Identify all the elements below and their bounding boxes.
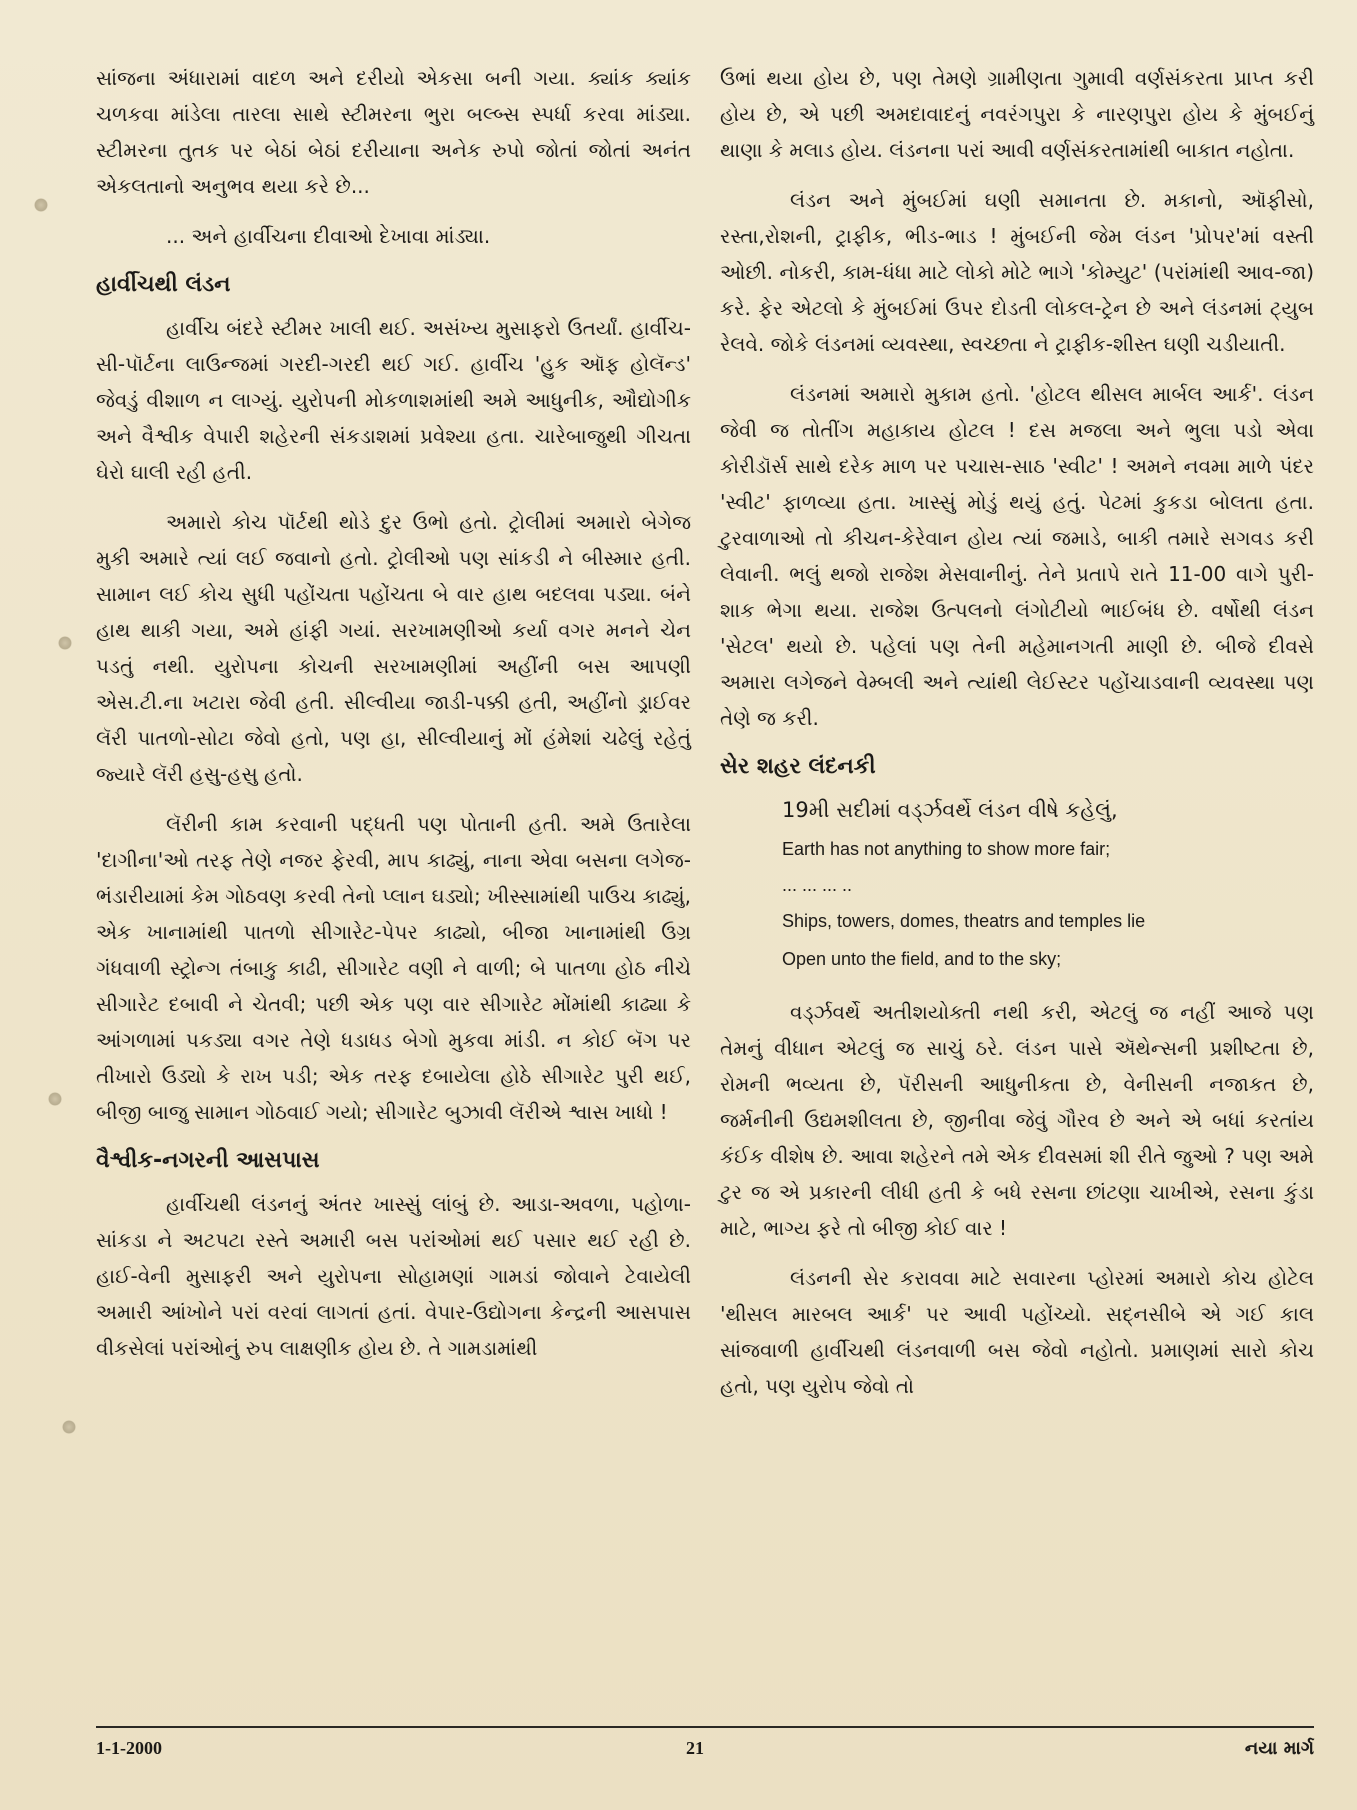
section-heading: વૈશ્વીક-નગરની આસપાસ — [96, 1148, 320, 1173]
magazine-name: નયા માર્ગ — [1244, 1738, 1314, 1759]
poem-ellipsis: ... ... ... .. — [782, 875, 853, 895]
staple-hole — [34, 198, 48, 212]
paragraph: હાર્વીચ બંદરે સ્ટીમર ખાલી થઈ. અસંખ્ય મુસાફરો ઉતર્યાં. હાર્વીચ-સી-પૉર્ટના લાઉન્જમાં ગરદી-ગરદી થઈ ગઈ. હાર્વીચ 'હુક ઑફ હોલૅન્ડ' જેવડું વીશાળ ન લાગ્યું. યુરોપની મોકળાશમાંથી અમે આધુનીક, ઔદ્યોગીક અને વૈશ્વીક વેપારી શહેરની સંકડાશમાં પ્રવેશ્યા હતા. ચારેબાજુથી ગીચતા ઘેરો ઘાલી રહી હતી. — [96, 316, 691, 484]
paragraph: લૅરીની કામ કરવાની પદ્ધતી પણ પોતાની હતી. અમે ઉતારેલા 'દાગીના'ઓ તરફ તેણે નજર ફેરવી, માપ કાઢ્યું, નાના એવા બસના લગેજ-ભંડારીયામાં કેમ ગોઠવણ કરવી તેનો પ્લાન ઘડ્યો; ખીસ્સામાંથી પાઉચ કાઢ્યું, એક ખાનામાંથી પાતળો સીગારેટ-પેપર કાઢ્યો, બીજા ખાનામાંથી ઉગ્ર ગંધવાળી સ્ટ્રોન્ગ તંબાકુ કાઢી, સીગારેટ વણી ને વાળી; બે પાતળા હોઠ નીચે સીગારેટ દબાવી ને ચેતવી; પછી એક પણ વાર સીગારેટ મોંમાંથી કાઢ્યા કે આંગળામાં પકડ્યા વગર તેણે ધડાધડ બેગો મુકવા માંડી. ન કોઈ બૅગ પર તીખારો ઉડ્યો કે રાખ પડી; એક તરફ દબાયેલા હોઠે સીગારેટ પુરી થઈ, બીજી બાજુ સામાન ગોઠવાઈ ગયો; સીગારેટ બુઝાવી લૅરીએ શ્વાસ ખાધો ! — [96, 812, 691, 1124]
page-number: 21 — [686, 1738, 704, 1758]
paragraph: લંડનની સેર કરાવવા માટે સવારના પ્હોરમાં અમારો કોચ હોટેલ 'થીસલ મારબલ આર્ક' પર આવી પહોંચ્યો. સદ્નસીબે એ ગઈ કાલ સાંજવાળી હાર્વીચથી લંડનવાળી બસ જેવો નહોતો. પ્રમાણમાં સારો કોચ હતો, પણ યુરોપ જેવો તો — [720, 1266, 1314, 1398]
poem-intro: 19મી સદીમાં વર્ડ્ઝવર્થે લંડન વીષે કહેલું, — [782, 798, 1118, 822]
paragraph: લંડન અને મુંબઈમાં ઘણી સમાનતા છે. મકાનો, ઑફીસો, રસ્તા,રોશની, ટ્રાફીક, ભીડ-ભાડ ! મુંબઈની જેમ લંડન 'પ્રોપર'માં વસ્તી ઓછી. નોકરી, કામ-ધંધા માટે લોકો મોટે ભાગે 'કોમ્યુટ' (પરાંમાંથી આવ-જા) કરે. ફેર એટલો કે મુંબઈમાં ઉપર દોડતી લોકલ-ટ્રેન છે અને લંડનમાં ટ્યુબ રેલવે. જોકે લંડનમાં વ્યવસ્થા, સ્વચ્છતા ને ટ્રાફીક-શીસ્ત ઘણી ચડીયાતી. — [720, 188, 1314, 356]
paragraph: ઉભાં થયા હોય છે, પણ તેમણે ગ્રામીણતા ગુમાવી વર્ણસંકરતા પ્રાપ્ત કરી હોય છે, એ પછી અમદાવાદનું નવરંગપુરા કે નારણપુરા હોય કે મુંબઈનું થાણા કે મલાડ હોય. લંડનના પરાં આવી વર્ણસંકરતામાંથી બાકાત નહોતા. — [720, 66, 1314, 162]
paragraph: અમારો કોચ પૉર્ટથી થોડે દુર ઉભો હતો. ટ્રોલીમાં અમારો બેગેજ મુકી અમારે ત્યાં લઈ જવાનો હતો. ટ્રોલીઓ પણ સાંકડી ને બીસ્માર હતી. સામાન લઈ કોચ સુધી પહોંચતા પહોંચતા બે વાર હાથ બદલવા પડ્યા. બંને હાથ થાકી ગયા, અમે હાંફી ગયાં. સરખામણીઓ કર્યા વગર મનને ચેન પડતું નથી. યુરોપના કોચની સરખામણીમાં અહીંની બસ આપણી એસ.ટી.ના ખટારા જેવી હતી. સીલ્વીયા જાડી-પક્કી હતી, અહીંનો ડ્રાઈવર લૅરી પાતળો-સોટા જેવો હતો, પણ હા, સીલ્વીયાનું મોં હંમેશાં ચઢેલું રહેતું જ્યારે લૅરી હસુ-હસુ હતો. — [96, 510, 691, 786]
poem-quote — [782, 792, 1314, 978]
staple-hole — [58, 636, 72, 650]
poem-line: Ships, towers, domes, theatrs and temples lie — [782, 911, 1146, 931]
paragraph: સાંજના અંધારામાં વાદળ અને દરીયો એકસા બની ગયા. ક્યાંક ક્યાંક ચળકવા માંડેલા તારલા સાથે સ્ટીમરના ભુરા બલ્બ્સ સ્પર્ધા કરવા માંડ્યા. સ્ટીમરના તુતક પર બેઠાં બેઠાં દરીયાના અનેક રુપો જોતાં જોતાં અનંત એકલતાનો અનુભવ થયા કરે છે... — [96, 66, 691, 198]
poem-line: Earth has not anything to show more fair; — [782, 839, 1111, 859]
left-column — [96, 60, 691, 1380]
page-footer — [96, 1726, 1314, 1758]
section-heading: હાર્વીચથી લંડન — [96, 272, 231, 297]
issue-date: 1-1-2000 — [96, 1738, 162, 1758]
section-heading: સેર શહર લંદનકી — [720, 754, 876, 779]
paragraph: લંડનમાં અમારો મુકામ હતો. 'હોટલ થીસલ માર્બલ આર્ક'. લંડન જેવી જ તોતીંગ મહાકાય હોટલ ! દસ મજલા અને ભુલા પડો એવા કોરીડૉર્સ સાથે દરેક માળ પર પચાસ-સાઠ 'સ્વીટ' ! અમને નવમા માળે પંદર 'સ્વીટ' ફાળવ્યા હતા. ખાસ્સું મોડું થયું હતું. પેટમાં કુકડા બોલતા હતા. ટુરવાળાઓ તો કીચન-કેરેવાન હોય ત્યાં જમાડે, બાકી તમારે સગવડ કરી લેવાની. ભલું થજો રાજેશ મેસવાનીનું. તેને પ્રતાપે રાતે 11-00 વાગે પુરી-શાક ભેગા થયા. રાજેશ ઉત્પલનો લંગોટીયો ભાઈબંધ છે. વર્ષોથી લંડન 'સેટલ' થયો છે. પહેલાં પણ તેની મહેમાનગતી માણી છે. બીજે દીવસે અમારા લગેજને વેમ્બલી અને ત્યાંથી લેઈસ્ટર પહોંચાડવાની વ્યવસ્થા પણ તેણે જ કરી. — [720, 382, 1314, 730]
paragraph: હાર્વીચથી લંડનનું અંતર ખાસ્સું લાંબું છે. આડા-અવળા, પહોળા-સાંકડા ને અટપટા રસ્તે અમારી બસ પરાંઓમાં થઈ પસાર થઈ રહી છે. હાઈ-વેની મુસાફરી અને યુરોપના સોહામણાં ગામડાં જોવાને ટેવાયેલી અમારી આંખોને પરાં વરવાં લાગતાં હતાં. વેપાર-ઉદ્યોગના કેન્દ્રની આસપાસ વીકસેલાં પરાંઓનું રુપ લાક્ષણીક હોય છે. તે ગામડામાંથી — [96, 1192, 691, 1360]
staple-hole — [48, 1092, 62, 1106]
staple-hole — [62, 1420, 76, 1434]
poem-line: Open unto the field, and to the sky; — [782, 949, 1062, 969]
right-column — [720, 60, 1314, 1418]
paragraph: ... અને હાર્વીચના દીવાઓ દેખાવા માંડ્યા. — [166, 224, 491, 248]
paragraph: વર્ડ્ઝવર્થે અતીશયોક્તી નથી કરી, એટલું જ નહીં આજે પણ તેમનું વીધાન એટલું જ સાચું ઠરે. લંડન પાસે ઍથેન્સની પ્રશીષ્ટતા છે, રોમની ભવ્યતા છે, પૅરીસની આધુનીકતા છે, વેનીસની નજાકત છે, જર્મનીની ઉદ્યમશીલતા છે, જીનીવા જેવું ગૌરવ છે અને એ બધાં કરતાંય કંઈક વીશેષ છે. આવા શહેરને તમે એક દીવસમાં શી રીતે જુઓ ? પણ અમે ટુર જ એ પ્રકારની લીધી હતી કે બધે રસના છાંટણા ચાખીએ, રસના કુંડા માટે, ભાગ્ય ફરે તો બીજી કોઈ વાર ! — [720, 1000, 1314, 1240]
